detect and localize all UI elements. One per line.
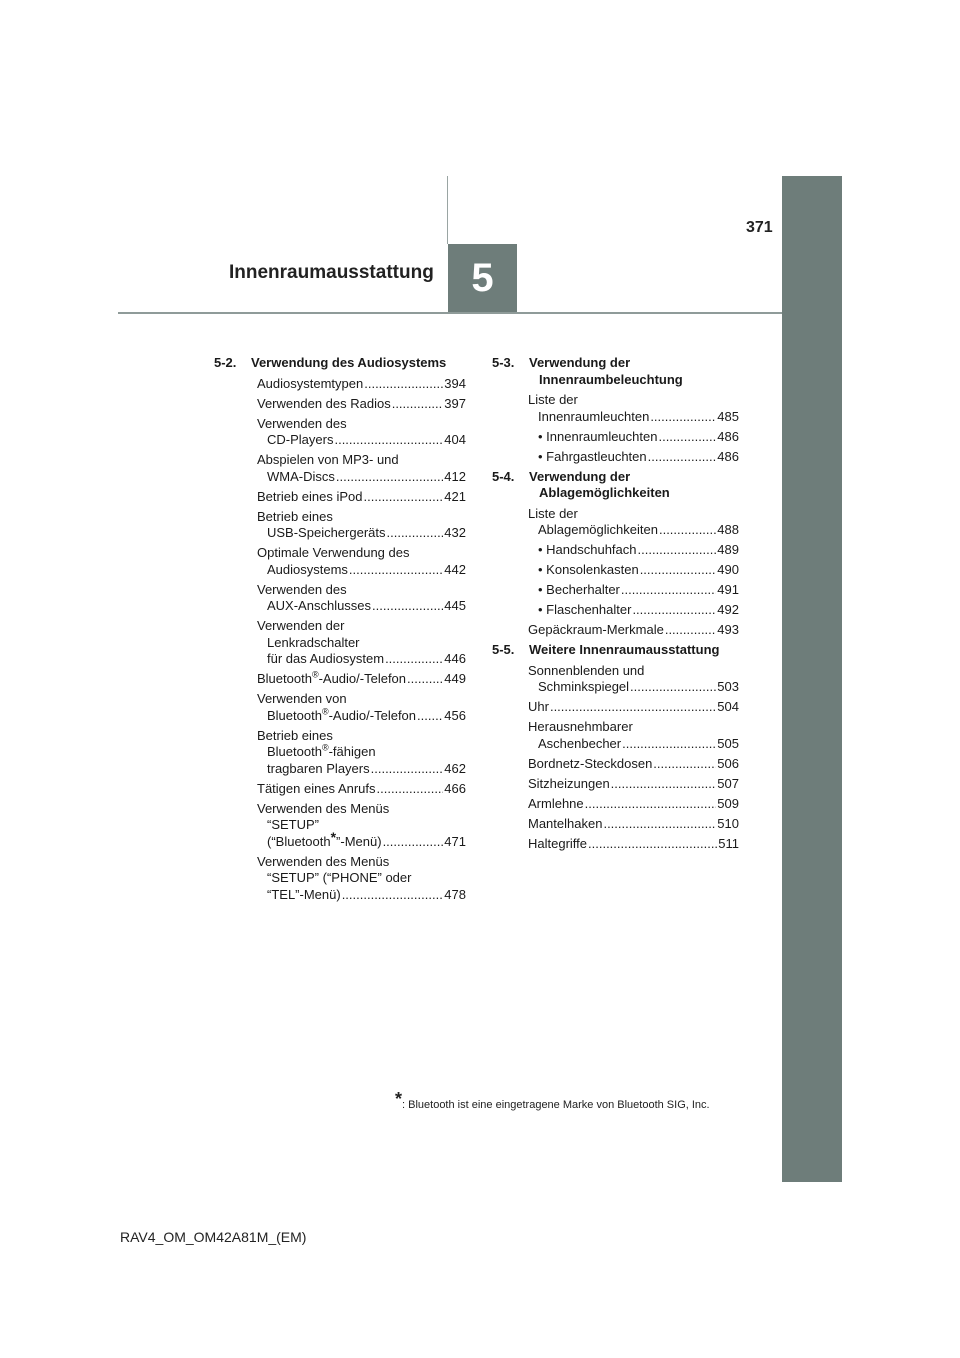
toc-page: 493 bbox=[717, 622, 739, 637]
toc-page: 507 bbox=[717, 775, 739, 791]
toc-entry[interactable]: Betrieb eines iPod ..... 421 bbox=[257, 489, 466, 506]
toc-page: 510 bbox=[717, 815, 739, 831]
toc-entry[interactable]: Haltegriffe ..... 511 bbox=[528, 836, 739, 853]
footnote-text: : Bluetooth ist eine eingetragene Marke von Bluetooth SIG, Inc. bbox=[402, 1099, 710, 1111]
toc-entry-setup-phone[interactable]: Verwenden des Menüs “SETUP” (“PHONE” oder “TEL”-Menü) ..... 478 bbox=[257, 854, 466, 904]
toc-page: 486 bbox=[717, 448, 739, 464]
toc-entry[interactable]: • Konsolenkasten ..... 490 bbox=[528, 562, 739, 579]
section-heading-5-2 bbox=[214, 355, 466, 372]
toc-page: 466 bbox=[444, 780, 466, 796]
chapter-number-box bbox=[448, 244, 517, 312]
toc-entry[interactable]: Optimale Verwendung des Audiosystems ..... 442 bbox=[257, 545, 466, 578]
toc-entry[interactable]: Bordnetz-Steckdosen ..... 506 bbox=[528, 756, 739, 773]
section-number: 5-4. bbox=[492, 468, 515, 484]
toc-entry[interactable]: Mantelhaken ..... 510 bbox=[528, 816, 739, 833]
toc-page: 412 bbox=[444, 468, 466, 484]
toc-page: 456 bbox=[444, 707, 466, 723]
toc-entry[interactable]: Liste der Innenraumleuchten ..... 485 bbox=[528, 392, 739, 425]
toc-page: 506 bbox=[717, 755, 739, 771]
toc-page: 442 bbox=[444, 561, 466, 577]
toc-page: 503 bbox=[717, 679, 739, 694]
toc-page: 490 bbox=[717, 562, 739, 577]
toc-entry[interactable]: • Handschuhfach ..... 489 bbox=[528, 542, 739, 559]
toc-entry[interactable]: Herausnehmbarer Aschenbecher ..... 505 bbox=[528, 719, 739, 752]
toc-page: 421 bbox=[444, 488, 466, 504]
toc-page: 462 bbox=[444, 760, 466, 776]
toc-page: 504 bbox=[717, 699, 739, 714]
toc-page: 404 bbox=[444, 432, 466, 447]
toc-entry[interactable]: Verwenden des AUX-Anschlusses ..... 445 bbox=[257, 582, 466, 615]
footnote-star: * bbox=[395, 1089, 403, 1109]
toc-page: 471 bbox=[444, 833, 466, 849]
toc-page: 445 bbox=[444, 598, 466, 613]
toc-page: 492 bbox=[717, 602, 739, 617]
toc-entry[interactable]: • Flaschenhalter ..... 492 bbox=[528, 602, 739, 619]
toc-page: 446 bbox=[444, 651, 466, 666]
toc-page: 488 bbox=[717, 522, 739, 537]
section-heading-5-3 bbox=[492, 355, 739, 388]
toc-entry[interactable]: Gepäckraum-Merkmale ..... 493 bbox=[528, 622, 739, 639]
toc-entry[interactable]: Armlehne ..... 509 bbox=[528, 796, 739, 813]
chapter-number: 5 bbox=[471, 255, 494, 300]
toc-left-column bbox=[214, 355, 466, 907]
page-number: 371 bbox=[746, 219, 773, 236]
footnote-star-marker: * bbox=[330, 828, 337, 845]
toc-entry[interactable]: Betrieb eines USB-Speichergeräts ..... 432 bbox=[257, 509, 466, 542]
section-number: 5-2. bbox=[214, 355, 237, 370]
section-number: 5-5. bbox=[492, 642, 515, 657]
toc-page: 505 bbox=[717, 735, 739, 751]
toc-entry-calls[interactable]: Tätigen eines Anrufs ..... 466 bbox=[257, 781, 466, 798]
section-number: 5-3. bbox=[492, 355, 515, 370]
toc-entry[interactable]: • Becherhalter ..... 491 bbox=[528, 582, 739, 599]
toc-page: 485 bbox=[717, 408, 739, 424]
toc-entry[interactable]: Verwenden des CD-Players ..... 404 bbox=[257, 416, 466, 449]
chapter-title: Innenraumausstattung bbox=[229, 262, 434, 283]
section-title[interactable]: Weitere Innenraumausstattung bbox=[529, 642, 720, 657]
toc-entry[interactable]: Verwenden der Lenkradschalter für das Audiosystem ..... 446 bbox=[257, 618, 466, 668]
toc-entry[interactable]: Uhr ..... 504 bbox=[528, 699, 739, 716]
toc-page: 509 bbox=[717, 795, 739, 811]
toc-entry[interactable]: Abspielen von MP3- und WMA-Discs ..... 412 bbox=[257, 452, 466, 485]
section-heading-5-4 bbox=[492, 469, 739, 502]
toc-entry[interactable]: Verwenden des Radios ..... 397 bbox=[257, 396, 466, 413]
toc-entry[interactable]: • Fahrgastleuchten ..... 486 bbox=[528, 449, 739, 466]
section-title[interactable]: Verwendung der Ablagemöglichkeiten bbox=[529, 468, 670, 500]
toc-page: 394 bbox=[444, 375, 466, 391]
toc-entry-bluetooth-player[interactable]: Betrieb eines Bluetooth®-fähigen tragbaren Players ..... 462 bbox=[257, 728, 466, 778]
toc-entry[interactable]: Audiosystemtypen ..... 394 bbox=[257, 376, 466, 393]
toc-page: 511 bbox=[718, 835, 739, 851]
footnote bbox=[395, 1089, 710, 1111]
document-code: RAV4_OM_OM42A81M_(EM) bbox=[120, 1229, 307, 1245]
header-horizontal-rule bbox=[118, 312, 782, 314]
section-heading-5-5 bbox=[492, 642, 739, 659]
toc-entry-bluetooth-audio[interactable]: Bluetooth®-Audio/-Telefon ..... 449 bbox=[257, 671, 466, 688]
toc-page: 486 bbox=[717, 428, 739, 444]
toc-entry-bluetooth-use[interactable]: Verwenden von Bluetooth®-Audio/-Telefon ..... 456 bbox=[257, 691, 466, 724]
toc-entry[interactable]: Sonnenblenden und Schminkspiegel ..... 503 bbox=[528, 663, 739, 696]
toc-page: 397 bbox=[444, 395, 466, 411]
header-vertical-rule bbox=[447, 176, 448, 244]
toc-entry[interactable]: Sitzheizungen ..... 507 bbox=[528, 776, 739, 793]
toc-page: 449 bbox=[444, 671, 466, 686]
chapter-side-tab bbox=[782, 176, 842, 1182]
toc-entry[interactable]: • Innenraumleuchten ..... 486 bbox=[528, 429, 739, 446]
toc-entry-setup-bluetooth[interactable]: Verwenden des Menüs “SETUP” (“Bluetooth*”-Menü) ..... 471 bbox=[257, 801, 466, 851]
toc-entry[interactable]: Liste der Ablagemöglichkeiten ..... 488 bbox=[528, 506, 739, 539]
toc-page: 432 bbox=[444, 525, 466, 540]
section-title[interactable]: Verwendung der Innenraumbeleuchtung bbox=[529, 355, 683, 387]
toc-page: 478 bbox=[444, 886, 466, 902]
toc-page: 491 bbox=[717, 582, 739, 597]
toc-right-column bbox=[492, 355, 739, 856]
toc-page: 489 bbox=[717, 542, 739, 557]
section-title[interactable]: Verwendung des Audiosystems bbox=[251, 355, 447, 370]
